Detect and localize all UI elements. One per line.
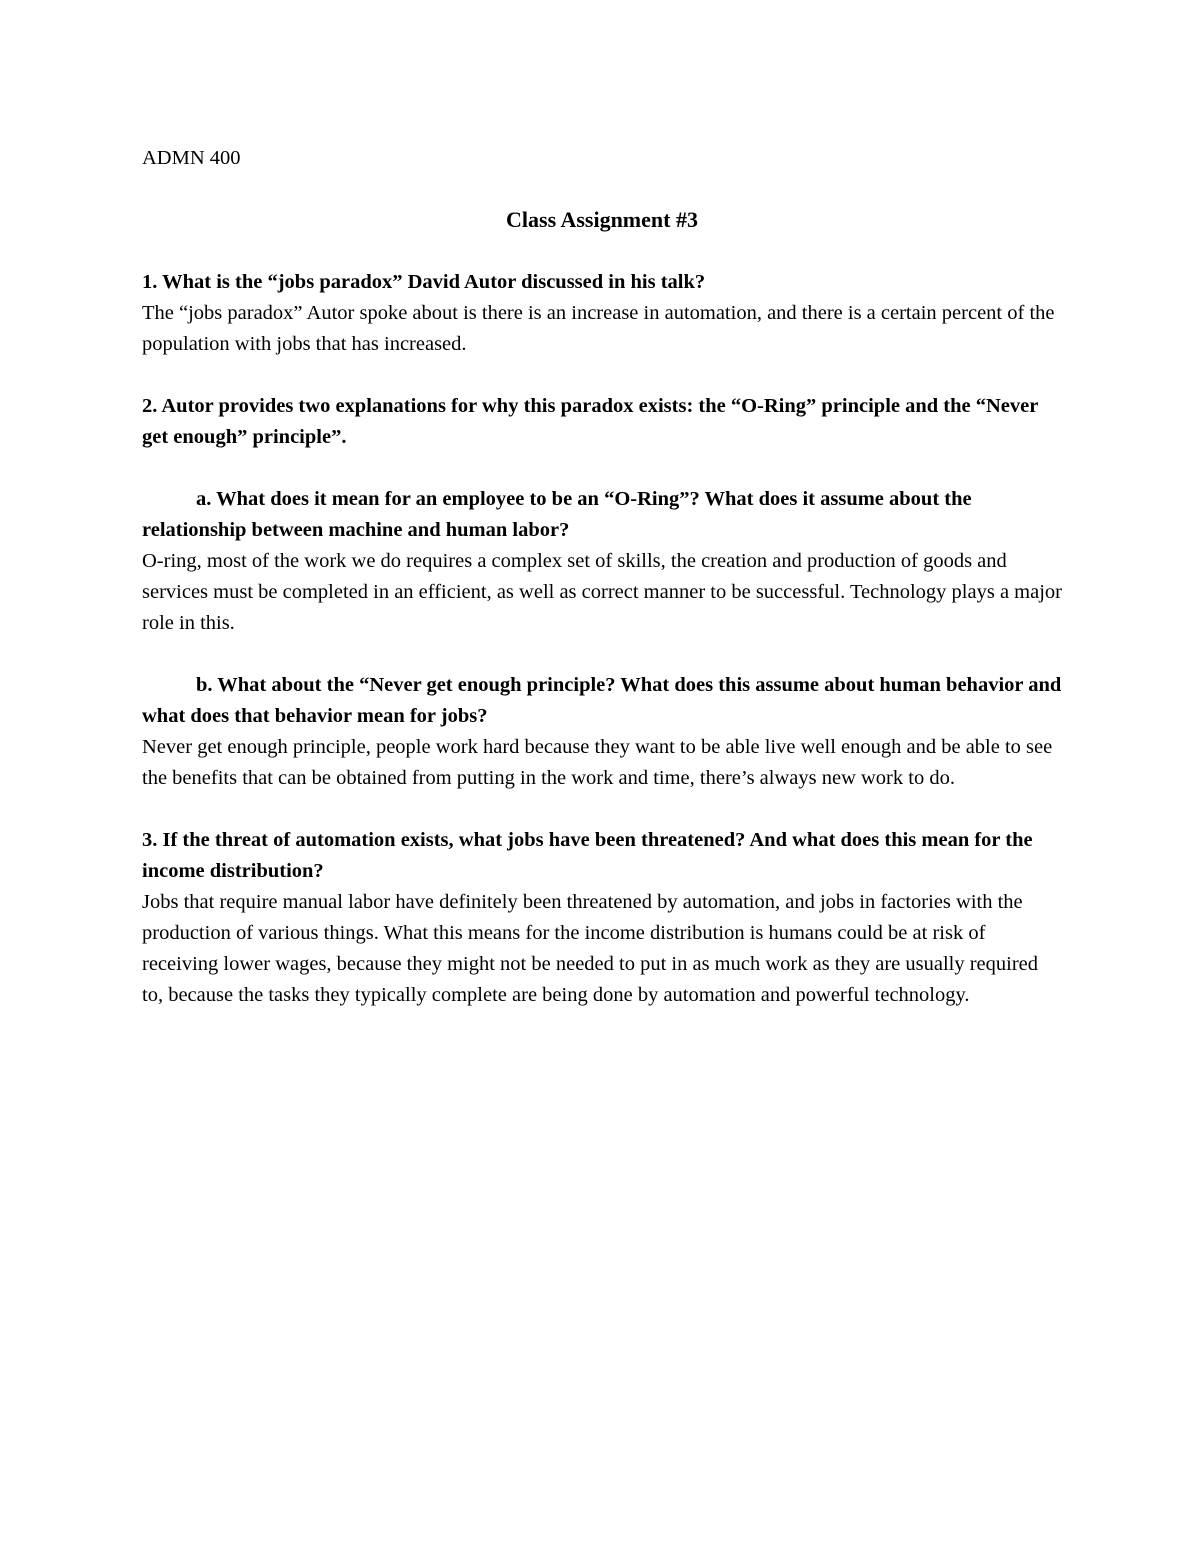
document-body — [142, 143, 1062, 1011]
course-code: ADMN 400 — [142, 147, 241, 169]
question-2a: a. What does it mean for an employee to be an “O-Ring”? What does it assume about the relationship between machine and human labor? — [142, 488, 972, 541]
question-3: 3. If the threat of automation exists, what jobs have been threatened? And what does this mean for the income distribution? — [142, 829, 1033, 882]
question-2b: b. What about the “Never get enough principle? What does this assume about human behavior and what does that behavior mean for jobs? — [142, 674, 1062, 727]
answer-2b: Never get enough principle, people work hard because they want to be able live well enough and be able to see the benefits that can be obtained from putting in the work and time, there’s always new work to do. — [142, 736, 1053, 789]
document-title: Class Assignment #3 — [506, 207, 698, 232]
answer-2a: O-ring, most of the work we do requires a complex set of skills, the creation and production of goods and services must be completed in an efficient, as well as correct manner to be successful. Technology plays a major role in this. — [142, 550, 1062, 634]
answer-3: Jobs that require manual labor have definitely been threatened by automation, and jobs in factories with the production of various things. What this means for the income distribution is humans could be at risk of receiving lower wages, because they might not be needed to put in as much work as they are usually required to, because the tasks they typically complete are being done by automation and powerful technology. — [142, 891, 1039, 1006]
question-2: 2. Autor provides two explanations for why this paradox exists: the “O-Ring” principle and the “Never get enough” principle”. — [142, 395, 1038, 448]
answer-1: The “jobs paradox” Autor spoke about is there is an increase in automation, and there is a certain percent of the population with jobs that has increased. — [142, 302, 1055, 355]
question-1: 1. What is the “jobs paradox” David Autor discussed in his talk? — [142, 271, 706, 293]
